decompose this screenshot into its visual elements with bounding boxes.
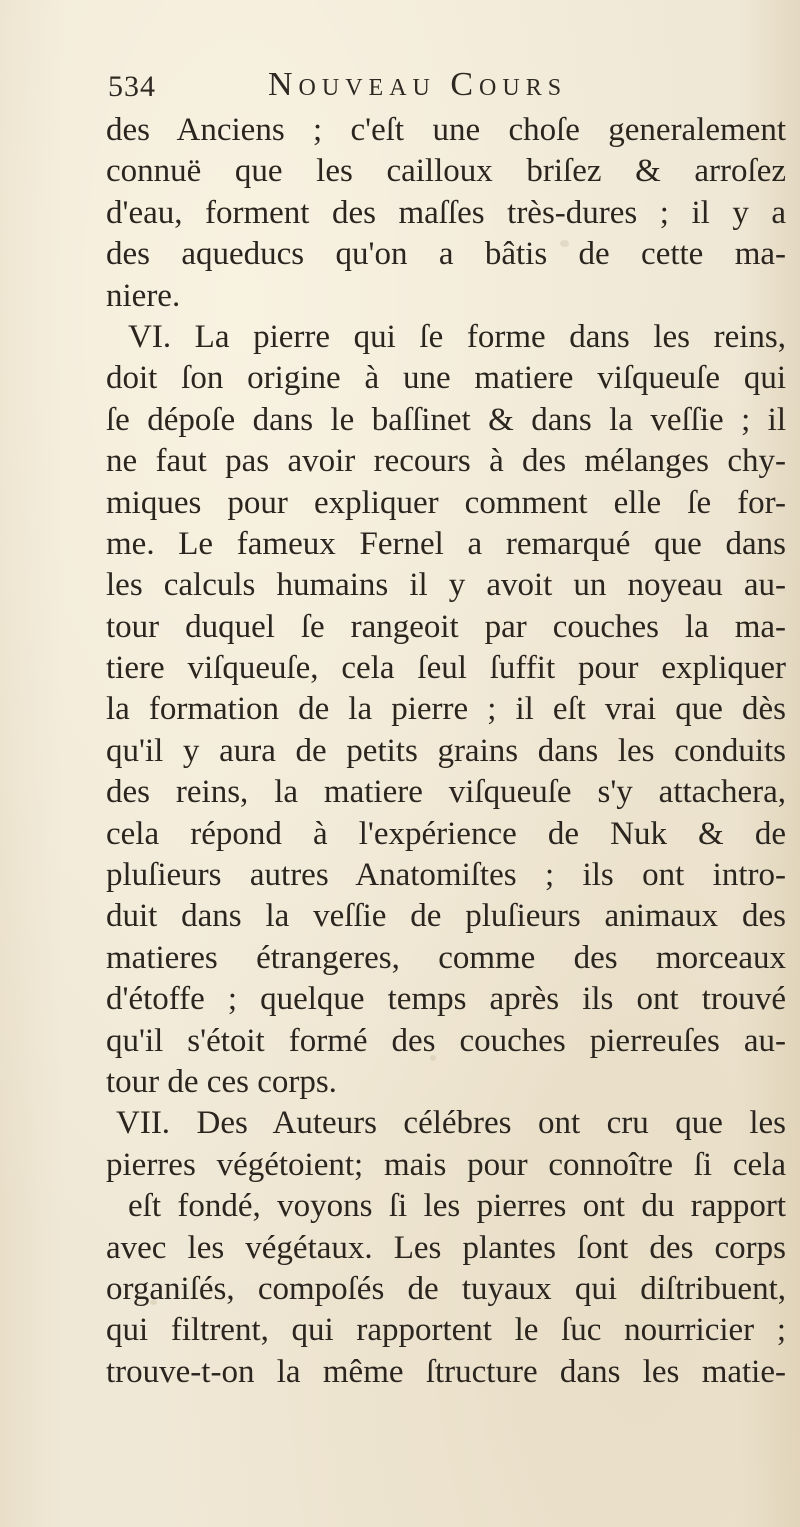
text-line: des aqueducs qu'on a bâtis de cette ma-	[106, 236, 786, 273]
text-line: duit dans la veſſie de pluſieurs animaux des	[106, 898, 786, 935]
text-line: qui filtrent, qui rapportent le ſuc nourricier ;	[106, 1312, 786, 1349]
text-line: connuë que les cailloux briſez & arroſez	[106, 153, 786, 190]
text-line: doit ſon origine à une matiere viſqueuſe qui	[106, 360, 786, 397]
text-line: tour de ces corps.	[106, 1063, 337, 1100]
text-line: organiſés, compoſés de tuyaux qui diſtribuent,	[106, 1270, 786, 1307]
section-heading-line: VII. Des Auteurs célébres ont cru que les	[116, 1105, 786, 1142]
text-line: d'étoffe ; quelque temps après ils ont trouvé	[106, 981, 786, 1018]
text-line: niere.	[106, 277, 181, 314]
running-head	[108, 66, 788, 112]
running-title: Nouveau Cours	[268, 66, 568, 103]
text-line: d'eau, forment des maſſes très-dures ; il y a	[106, 194, 786, 231]
text-line: qu'il s'étoit formé des couches pierreuſes au-	[106, 1022, 786, 1059]
text-line: des Anciens ; c'eſt une choſe generalement	[106, 112, 786, 148]
body-text	[106, 110, 786, 1393]
text-line: ne faut pas avoir recours à des mélanges chy-	[106, 443, 786, 480]
section-heading-line: VI. La pierre qui ſe forme dans les reins,	[128, 318, 786, 355]
page-number: 534	[108, 70, 156, 103]
text-line: pluſieurs autres Anatomiſtes ; ils ont intro-	[106, 857, 786, 894]
text-line: ſe dépoſe dans le baſſinet & dans la veſſie ; il	[106, 401, 786, 438]
text-line: qu'il y aura de petits grains dans les conduits	[106, 732, 786, 769]
text-line: pierres végétoient; mais pour connoître ſi cela	[106, 1146, 786, 1183]
text-line: tour duquel ſe rangeoit par couches la ma-	[106, 608, 786, 645]
text-line: eſt fondé, voyons ſi les pierres ont du rapport	[128, 1188, 786, 1225]
text-line: la formation de la pierre ; il eſt vrai que dès	[106, 691, 786, 728]
text-line: cela répond à l'expérience de Nuk & de	[106, 815, 786, 852]
text-line: tiere viſqueuſe, cela ſeul ſuffit pour expliquer	[106, 650, 786, 687]
text-line: des reins, la matiere viſqueuſe s'y attachera,	[106, 774, 786, 811]
text-line: trouve-t-on la même ſtructure dans les matie-	[106, 1353, 786, 1390]
text-line: les calculs humains il y avoit un noyeau au-	[106, 567, 786, 604]
text-line: avec les végétaux. Les plantes ſont des corps	[106, 1229, 786, 1266]
text-line: matieres étrangeres, comme des morceaux	[106, 939, 786, 976]
text-line: miques pour expliquer comment elle ſe for-	[106, 484, 786, 521]
text-line: me. Le fameux Fernel a remarqué que dans	[106, 525, 786, 562]
